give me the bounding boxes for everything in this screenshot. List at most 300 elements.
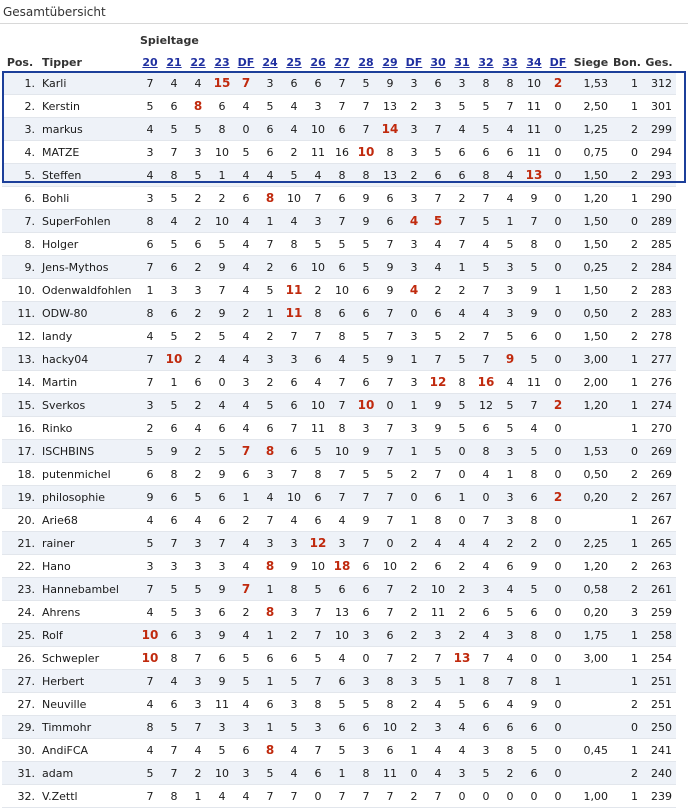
score-cell: 9 xyxy=(426,417,450,440)
score-cell: 3 xyxy=(402,325,426,348)
score-cell: 3 xyxy=(282,532,306,555)
tipper-name[interactable]: Odenwaldfohlen xyxy=(38,279,138,302)
tipper-name[interactable]: Sverkos xyxy=(38,394,138,417)
bonus-cell: 0 xyxy=(612,716,642,739)
round-32-header[interactable]: 32 xyxy=(474,54,498,72)
score-cell: 4 xyxy=(234,256,258,279)
total-cell: 251 xyxy=(642,670,676,693)
bonus-cell: 1 xyxy=(612,417,642,440)
score-cell: 9 xyxy=(522,555,546,578)
score-cell: 8 xyxy=(426,509,450,532)
score-cell: 2 xyxy=(498,762,522,785)
score-cell: 7 xyxy=(138,578,162,601)
score-cell: 1 xyxy=(402,348,426,371)
rank-cell: 20. xyxy=(2,509,38,532)
table-row xyxy=(2,187,676,210)
score-cell: 7 xyxy=(378,509,402,532)
score-cell: 4 xyxy=(162,670,186,693)
score-cell: 7 xyxy=(354,118,378,141)
score-cell: 2 xyxy=(450,578,474,601)
total-cell: 250 xyxy=(642,716,676,739)
score-cell: 7 xyxy=(498,670,522,693)
table-row xyxy=(2,624,676,647)
total-cell: 263 xyxy=(642,555,676,578)
score-cell: 6 xyxy=(306,762,330,785)
siege-cell: 3,00 xyxy=(570,348,612,371)
score-cell: 8 xyxy=(498,72,522,95)
score-cell: 5 xyxy=(378,463,402,486)
score-cell: 3 xyxy=(162,279,186,302)
score-cell: 2 xyxy=(186,187,210,210)
score-cell: 9 xyxy=(282,555,306,578)
score-cell: 2 xyxy=(282,141,306,164)
score-cell: 0 xyxy=(378,394,402,417)
score-cell: 7 xyxy=(474,187,498,210)
bonus-cell: 2 xyxy=(612,693,642,716)
tipper-name[interactable]: MATZE xyxy=(38,141,138,164)
score-cell: 4 xyxy=(234,348,258,371)
tipper-name[interactable]: Martin xyxy=(38,371,138,394)
table-row xyxy=(2,279,676,302)
score-cell: 3 xyxy=(330,532,354,555)
score-cell: 6 xyxy=(498,141,522,164)
score-cell: 0 xyxy=(546,256,570,279)
score-cell: 5 xyxy=(306,440,330,463)
tipper-name[interactable]: Hano xyxy=(38,555,138,578)
tipper-name[interactable]: Holger xyxy=(38,233,138,256)
table-row xyxy=(2,302,676,325)
score-cell: 6 xyxy=(186,371,210,394)
score-cell: 11 xyxy=(282,279,306,302)
score-cell: 4 xyxy=(402,210,426,233)
round-df-header[interactable]: DF xyxy=(402,54,426,72)
table-row xyxy=(2,256,676,279)
score-cell: 8 xyxy=(474,164,498,187)
round-26-header[interactable]: 26 xyxy=(306,54,330,72)
score-cell: 11 xyxy=(522,141,546,164)
table-row xyxy=(2,670,676,693)
round-25-header[interactable]: 25 xyxy=(282,54,306,72)
total-cell: 283 xyxy=(642,279,676,302)
total-cell: 293 xyxy=(642,164,676,187)
score-cell: 10 xyxy=(426,578,450,601)
score-cell: 3 xyxy=(498,279,522,302)
bonus-cell: 0 xyxy=(612,141,642,164)
tipper-name[interactable]: Neuville xyxy=(38,693,138,716)
score-cell: 6 xyxy=(234,739,258,762)
score-cell: 7 xyxy=(378,578,402,601)
bonus-cell: 3 xyxy=(612,601,642,624)
tipper-name[interactable]: markus xyxy=(38,118,138,141)
score-cell: 5 xyxy=(450,394,474,417)
rank-cell: 3. xyxy=(2,118,38,141)
table-row xyxy=(2,164,676,187)
total-cell: 278 xyxy=(642,325,676,348)
total-cell: 269 xyxy=(642,440,676,463)
score-cell: 5 xyxy=(450,417,474,440)
score-cell: 5 xyxy=(258,394,282,417)
score-cell: 9 xyxy=(210,578,234,601)
score-cell: 3 xyxy=(234,371,258,394)
score-cell: 9 xyxy=(522,693,546,716)
score-cell: 7 xyxy=(306,670,330,693)
bonus-cell: 1 xyxy=(612,670,642,693)
score-cell: 0 xyxy=(546,417,570,440)
score-cell: 11 xyxy=(378,762,402,785)
score-cell: 3 xyxy=(354,670,378,693)
score-cell: 7 xyxy=(426,187,450,210)
tipper-name[interactable]: Ahrens xyxy=(38,601,138,624)
score-cell: 8 xyxy=(498,739,522,762)
siege-cell: 1,53 xyxy=(570,72,612,95)
round-23-header[interactable]: 23 xyxy=(210,54,234,72)
score-cell: 7 xyxy=(138,72,162,95)
title-divider xyxy=(0,23,688,24)
score-cell: 2 xyxy=(402,164,426,187)
score-cell: 9 xyxy=(378,348,402,371)
score-cell: 7 xyxy=(138,256,162,279)
round-27-header[interactable]: 27 xyxy=(330,54,354,72)
tipper-name[interactable]: hacky04 xyxy=(38,348,138,371)
score-cell: 4 xyxy=(426,739,450,762)
score-cell: 6 xyxy=(354,279,378,302)
score-cell: 7 xyxy=(306,325,330,348)
score-cell: 7 xyxy=(282,325,306,348)
total-cell: 277 xyxy=(642,348,676,371)
score-cell: 6 xyxy=(282,394,306,417)
score-cell: 2 xyxy=(402,716,426,739)
score-cell: 10 xyxy=(378,716,402,739)
score-cell: 11 xyxy=(306,417,330,440)
score-cell: 5 xyxy=(330,233,354,256)
tipper-name[interactable]: Herbert xyxy=(38,670,138,693)
score-cell: 11 xyxy=(282,302,306,325)
score-cell: 5 xyxy=(522,578,546,601)
score-cell: 3 xyxy=(426,95,450,118)
tipper-name[interactable]: philosophie xyxy=(38,486,138,509)
score-cell: 4 xyxy=(186,72,210,95)
score-cell: 4 xyxy=(138,509,162,532)
score-cell: 8 xyxy=(450,371,474,394)
bonus-cell: 1 xyxy=(612,187,642,210)
tipper-name[interactable]: SuperFohlen xyxy=(38,210,138,233)
score-cell: 5 xyxy=(522,256,546,279)
score-cell: 7 xyxy=(162,739,186,762)
score-cell: 6 xyxy=(498,716,522,739)
score-cell: 10 xyxy=(330,279,354,302)
score-cell: 3 xyxy=(402,371,426,394)
tipper-name[interactable]: adam xyxy=(38,762,138,785)
total-cell: 299 xyxy=(642,118,676,141)
score-cell: 3 xyxy=(498,302,522,325)
score-cell: 6 xyxy=(450,141,474,164)
score-cell: 2 xyxy=(450,279,474,302)
score-cell: 4 xyxy=(234,394,258,417)
score-cell: 0 xyxy=(306,785,330,808)
bonus-cell: 2 xyxy=(612,256,642,279)
tipper-name[interactable]: ODW-80 xyxy=(38,302,138,325)
rank-cell: 27. xyxy=(2,693,38,716)
score-cell: 9 xyxy=(210,624,234,647)
score-cell: 7 xyxy=(138,371,162,394)
score-cell: 0 xyxy=(546,716,570,739)
score-cell: 4 xyxy=(138,164,162,187)
score-cell: 3 xyxy=(210,716,234,739)
round-33-header[interactable]: 33 xyxy=(498,54,522,72)
score-cell: 10 xyxy=(354,394,378,417)
score-cell: 13 xyxy=(522,164,546,187)
tipper-name[interactable]: Hannebambel xyxy=(38,578,138,601)
rank-cell: 11. xyxy=(2,302,38,325)
score-cell: 6 xyxy=(354,371,378,394)
score-cell: 6 xyxy=(162,95,186,118)
tipper-name[interactable]: Arie68 xyxy=(38,509,138,532)
rank-cell: 6. xyxy=(2,187,38,210)
tipper-name[interactable]: landy xyxy=(38,325,138,348)
score-cell: 7 xyxy=(378,233,402,256)
total-cell: 267 xyxy=(642,486,676,509)
score-cell: 2 xyxy=(210,187,234,210)
siege-cell: 1,53 xyxy=(570,440,612,463)
table-row xyxy=(2,233,676,256)
score-cell: 12 xyxy=(426,371,450,394)
tipper-name[interactable]: Bohli xyxy=(38,187,138,210)
score-cell: 3 xyxy=(186,624,210,647)
round-df-header[interactable]: DF xyxy=(546,54,570,72)
score-cell: 0 xyxy=(546,601,570,624)
total-cell: 267 xyxy=(642,509,676,532)
score-cell: 3 xyxy=(402,233,426,256)
score-cell: 6 xyxy=(354,716,378,739)
score-cell: 6 xyxy=(330,118,354,141)
score-cell: 9 xyxy=(378,72,402,95)
bonus-cell: 1 xyxy=(612,785,642,808)
score-cell: 2 xyxy=(234,509,258,532)
tipper-name[interactable]: Jens-Mythos xyxy=(38,256,138,279)
score-cell: 8 xyxy=(522,233,546,256)
round-29-header[interactable]: 29 xyxy=(378,54,402,72)
score-cell: 1 xyxy=(234,486,258,509)
score-cell: 6 xyxy=(210,417,234,440)
siege-cell: 1,50 xyxy=(570,233,612,256)
score-cell: 7 xyxy=(282,417,306,440)
round-22-header[interactable]: 22 xyxy=(186,54,210,72)
tipper-name[interactable]: Rolf xyxy=(38,624,138,647)
score-cell: 0 xyxy=(546,187,570,210)
score-cell: 5 xyxy=(186,578,210,601)
score-cell: 0 xyxy=(546,647,570,670)
score-cell: 3 xyxy=(450,762,474,785)
score-cell: 6 xyxy=(258,417,282,440)
siege-cell: 2,50 xyxy=(570,95,612,118)
score-cell: 4 xyxy=(498,164,522,187)
score-cell: 7 xyxy=(378,325,402,348)
round-30-header[interactable]: 30 xyxy=(426,54,450,72)
score-cell: 2 xyxy=(258,256,282,279)
score-cell: 7 xyxy=(426,118,450,141)
score-cell: 13 xyxy=(330,601,354,624)
score-cell: 9 xyxy=(210,463,234,486)
score-cell: 7 xyxy=(450,210,474,233)
score-cell: 5 xyxy=(210,325,234,348)
score-cell: 5 xyxy=(354,72,378,95)
score-cell: 2 xyxy=(498,532,522,555)
bonus-cell: 0 xyxy=(612,440,642,463)
score-cell: 8 xyxy=(522,463,546,486)
round-21-header[interactable]: 21 xyxy=(162,54,186,72)
score-cell: 8 xyxy=(522,670,546,693)
score-cell: 5 xyxy=(498,325,522,348)
rank-cell: 16. xyxy=(2,417,38,440)
score-cell: 6 xyxy=(474,693,498,716)
score-cell: 5 xyxy=(426,210,450,233)
score-cell: 13 xyxy=(378,164,402,187)
tipper-name[interactable]: putenmichel xyxy=(38,463,138,486)
table-row xyxy=(2,486,676,509)
rank-cell: 8. xyxy=(2,233,38,256)
score-cell: 6 xyxy=(306,72,330,95)
tipper-name[interactable]: AndiFCA xyxy=(38,739,138,762)
score-cell: 9 xyxy=(522,279,546,302)
score-cell: 1 xyxy=(210,164,234,187)
round-28-header[interactable]: 28 xyxy=(354,54,378,72)
score-cell: 3 xyxy=(498,509,522,532)
tipper-name[interactable]: V.Zettl xyxy=(38,785,138,808)
score-cell: 4 xyxy=(474,555,498,578)
score-cell: 1 xyxy=(402,394,426,417)
score-cell: 10 xyxy=(330,624,354,647)
table-row xyxy=(2,394,676,417)
score-cell: 2 xyxy=(186,394,210,417)
round-31-header[interactable]: 31 xyxy=(450,54,474,72)
score-cell: 1 xyxy=(402,739,426,762)
score-cell: 7 xyxy=(162,532,186,555)
score-cell: 11 xyxy=(426,601,450,624)
score-cell: 1 xyxy=(450,486,474,509)
score-cell: 7 xyxy=(258,509,282,532)
bonus-cell: 2 xyxy=(612,578,642,601)
tipper-name[interactable]: Schwepler xyxy=(38,647,138,670)
table-row xyxy=(2,95,676,118)
score-cell: 3 xyxy=(186,601,210,624)
score-cell: 4 xyxy=(234,624,258,647)
score-cell: 7 xyxy=(474,509,498,532)
score-cell: 4 xyxy=(474,463,498,486)
score-cell: 8 xyxy=(522,624,546,647)
score-cell: 3 xyxy=(450,72,474,95)
score-cell: 7 xyxy=(426,463,450,486)
score-cell: 2 xyxy=(186,762,210,785)
bonus-cell: 2 xyxy=(612,486,642,509)
score-cell: 5 xyxy=(234,670,258,693)
score-cell: 1 xyxy=(258,210,282,233)
score-cell: 4 xyxy=(450,532,474,555)
rank-cell: 17. xyxy=(2,440,38,463)
score-cell: 6 xyxy=(330,578,354,601)
table-header-row xyxy=(2,54,676,72)
score-cell: 7 xyxy=(426,647,450,670)
pos-header: Pos. xyxy=(2,54,38,72)
table-row xyxy=(2,785,676,808)
round-34-header[interactable]: 34 xyxy=(522,54,546,72)
score-cell: 15 xyxy=(210,72,234,95)
score-cell: 6 xyxy=(354,555,378,578)
score-cell: 9 xyxy=(354,210,378,233)
score-cell: 2 xyxy=(402,693,426,716)
round-df-header[interactable]: DF xyxy=(234,54,258,72)
tipper-name[interactable]: Kerstin xyxy=(38,95,138,118)
score-cell: 5 xyxy=(186,118,210,141)
score-cell: 4 xyxy=(186,509,210,532)
score-cell: 11 xyxy=(210,693,234,716)
score-cell: 8 xyxy=(258,739,282,762)
score-cell: 7 xyxy=(234,440,258,463)
tipper-name[interactable]: Karli xyxy=(38,72,138,95)
round-24-header[interactable]: 24 xyxy=(258,54,282,72)
score-cell: 8 xyxy=(330,325,354,348)
table-row xyxy=(2,555,676,578)
tipper-name[interactable]: Steffen xyxy=(38,164,138,187)
score-cell: 8 xyxy=(162,785,186,808)
score-cell: 0 xyxy=(450,785,474,808)
rank-cell: 5. xyxy=(2,164,38,187)
score-cell: 3 xyxy=(186,279,210,302)
score-cell: 0 xyxy=(546,164,570,187)
score-cell: 3 xyxy=(258,532,282,555)
bonus-cell: 2 xyxy=(612,302,642,325)
score-cell: 5 xyxy=(306,578,330,601)
score-cell: 0 xyxy=(546,555,570,578)
score-cell: 7 xyxy=(330,394,354,417)
total-cell: 261 xyxy=(642,578,676,601)
score-cell: 8 xyxy=(258,440,282,463)
rank-cell: 9. xyxy=(2,256,38,279)
score-cell: 8 xyxy=(306,302,330,325)
score-cell: 1 xyxy=(162,371,186,394)
score-cell: 2 xyxy=(402,601,426,624)
total-cell: 289 xyxy=(642,210,676,233)
total-cell: 241 xyxy=(642,739,676,762)
siege-cell: 0,20 xyxy=(570,486,612,509)
siege-cell: 1,75 xyxy=(570,624,612,647)
score-cell: 0 xyxy=(474,785,498,808)
score-cell: 13 xyxy=(378,95,402,118)
score-cell: 3 xyxy=(138,394,162,417)
score-cell: 7 xyxy=(210,279,234,302)
score-cell: 6 xyxy=(210,601,234,624)
score-cell: 6 xyxy=(282,72,306,95)
score-cell: 2 xyxy=(522,532,546,555)
score-cell: 4 xyxy=(138,739,162,762)
round-20-header[interactable]: 20 xyxy=(138,54,162,72)
siege-cell: 1,50 xyxy=(570,279,612,302)
score-cell: 7 xyxy=(378,302,402,325)
tipper-name[interactable]: Rinko xyxy=(38,417,138,440)
score-cell: 0 xyxy=(546,762,570,785)
table-row xyxy=(2,693,676,716)
bonus-cell: 2 xyxy=(612,164,642,187)
score-cell: 2 xyxy=(402,463,426,486)
score-cell: 4 xyxy=(234,532,258,555)
tipper-name[interactable]: rainer xyxy=(38,532,138,555)
score-cell: 0 xyxy=(474,486,498,509)
total-cell: 270 xyxy=(642,417,676,440)
tipper-name[interactable]: Timmohr xyxy=(38,716,138,739)
tipper-name[interactable]: ISCHBINS xyxy=(38,440,138,463)
score-cell: 7 xyxy=(378,486,402,509)
siege-cell xyxy=(570,693,612,716)
score-cell: 3 xyxy=(354,417,378,440)
